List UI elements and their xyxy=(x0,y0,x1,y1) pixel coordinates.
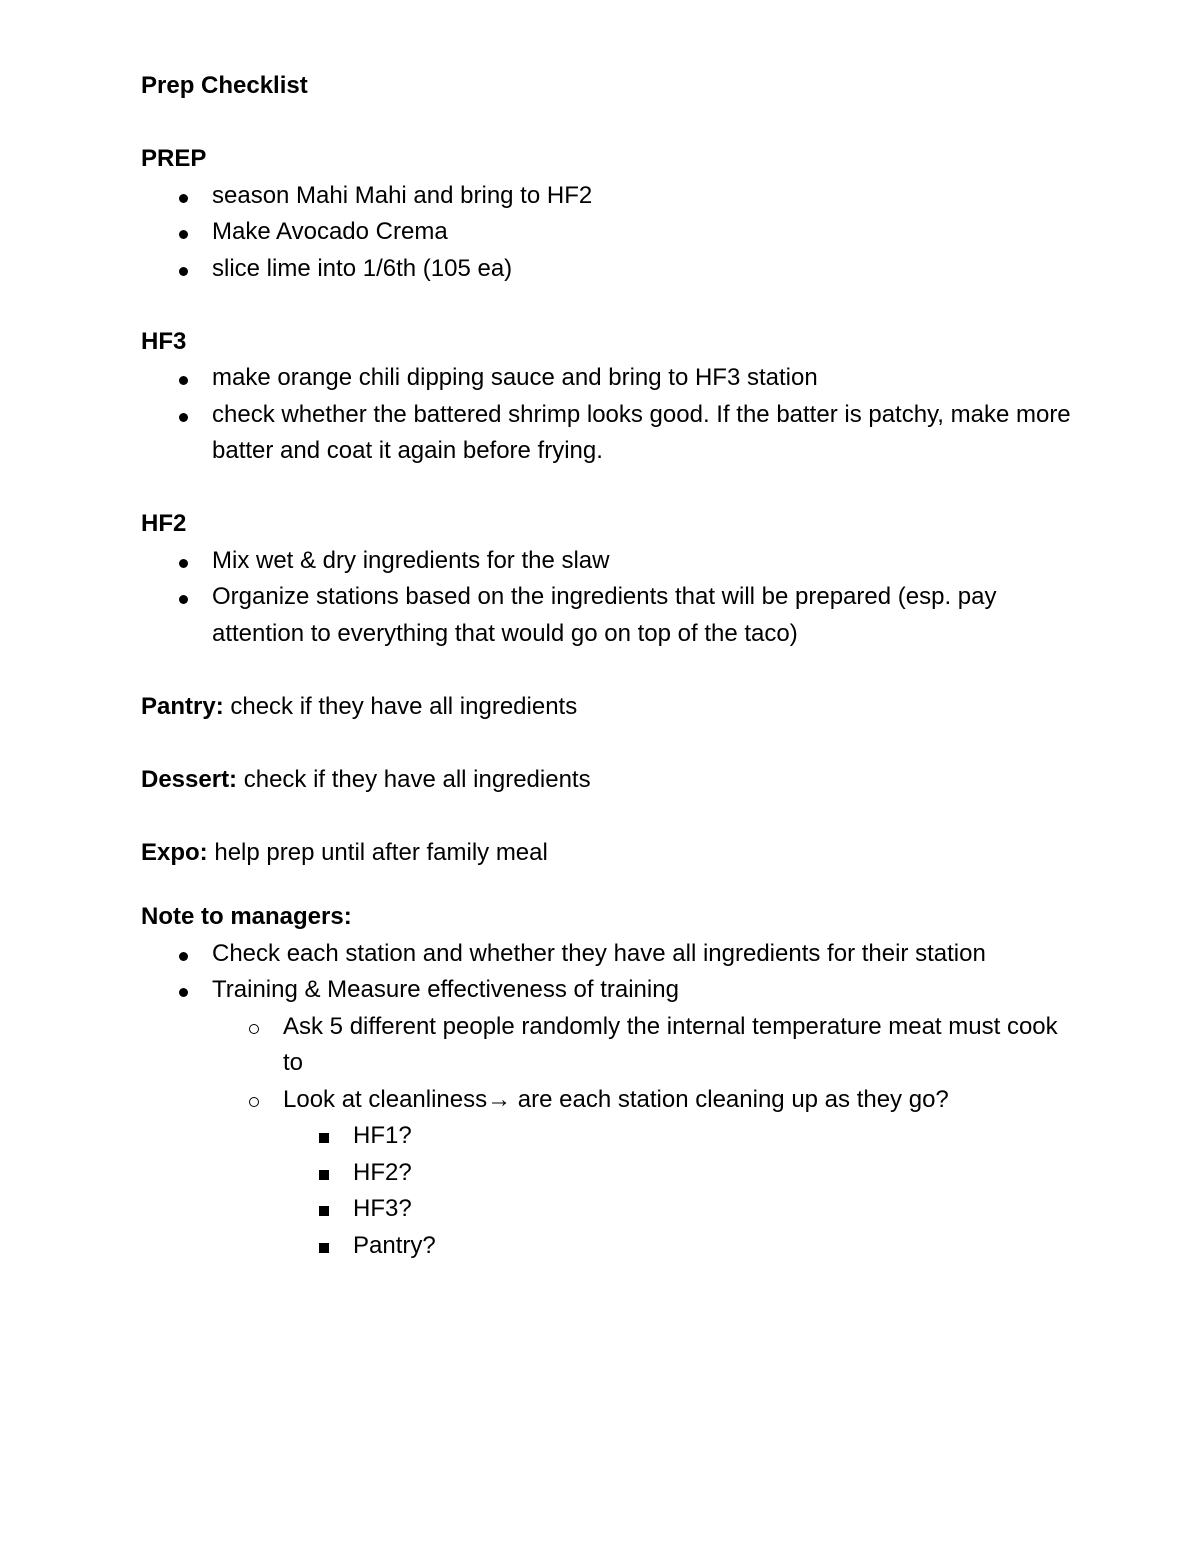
dessert-note xyxy=(141,762,1071,799)
square-bullet-icon xyxy=(319,1118,329,1155)
list-item: make orange chili dipping sauce and bring to HF3 station xyxy=(141,360,1071,397)
list-item: Training & Measure effectiveness of training xyxy=(141,972,1071,1009)
square-bullet-icon xyxy=(319,1155,329,1192)
pantry-note xyxy=(141,689,1071,726)
list-item: Ask 5 different people randomly the internal temperature meat must cook to xyxy=(141,1009,1071,1082)
bullet-icon xyxy=(179,214,188,251)
managers-sub-list xyxy=(141,1009,1071,1119)
list-item: Look at cleanliness→ are each station cleaning up as they go? xyxy=(141,1082,1071,1119)
prep-list xyxy=(141,178,1071,288)
spacer xyxy=(141,798,1071,835)
spacer xyxy=(141,652,1071,689)
spacer xyxy=(141,725,1071,762)
list-item: HF1? xyxy=(141,1118,1071,1155)
list-item: Make Avocado Crema xyxy=(141,214,1071,251)
list-item: Mix wet & dry ingredients for the slaw xyxy=(141,543,1071,580)
spacer xyxy=(141,871,1071,899)
list-item: slice lime into 1/6th (105 ea) xyxy=(141,251,1071,288)
section-heading-hf2: HF2 xyxy=(141,510,187,537)
document-page xyxy=(141,68,1071,1264)
document-title: Prep Checklist xyxy=(141,72,308,99)
spacer xyxy=(141,105,1071,142)
list-item: Organize stations based on the ingredients that will be prepared (esp. pay attention to everything that would go on top of the taco) xyxy=(141,579,1071,652)
dessert-text: check if they have all ingredients xyxy=(237,765,591,793)
stations-list xyxy=(141,1118,1071,1264)
list-item: season Mahi Mahi and bring to HF2 xyxy=(141,178,1071,215)
pantry-text: check if they have all ingredients xyxy=(223,692,578,720)
list-item: Check each station and whether they have all ingredients for their station xyxy=(141,936,1071,973)
hf2-list xyxy=(141,543,1071,653)
list-item: HF2? xyxy=(141,1155,1071,1192)
list-item: check whether the battered shrimp looks good. If the batter is patchy, make more batter and coat it again before frying. xyxy=(141,397,1071,470)
expo-label: Expo: xyxy=(141,838,208,866)
bullet-icon xyxy=(179,936,188,973)
section-heading-hf3: HF3 xyxy=(141,327,187,355)
expo-note xyxy=(141,835,1071,872)
list-item: HF3? xyxy=(141,1191,1071,1228)
bullet-icon xyxy=(179,543,188,580)
square-bullet-icon xyxy=(319,1228,329,1265)
expo-text: help prep until after family meal xyxy=(207,838,548,866)
dessert-label: Dessert: xyxy=(141,765,238,793)
spacer xyxy=(141,470,1071,507)
section-heading-managers: Note to managers: xyxy=(141,903,352,930)
bullet-icon xyxy=(179,251,188,288)
square-bullet-icon xyxy=(319,1191,329,1228)
section-heading-prep: PREP xyxy=(141,145,207,172)
spacer xyxy=(141,287,1071,324)
bullet-icon xyxy=(179,360,188,397)
hf3-list xyxy=(141,360,1071,470)
bullet-icon xyxy=(179,397,188,434)
hollow-bullet-icon xyxy=(249,1009,259,1046)
bullet-icon xyxy=(179,579,188,616)
managers-list xyxy=(141,936,1071,1009)
bullet-icon xyxy=(179,972,188,1009)
list-item: Pantry? xyxy=(141,1228,1071,1265)
bullet-icon xyxy=(179,178,188,215)
pantry-label: Pantry: xyxy=(141,692,224,720)
hollow-bullet-icon xyxy=(249,1082,259,1119)
